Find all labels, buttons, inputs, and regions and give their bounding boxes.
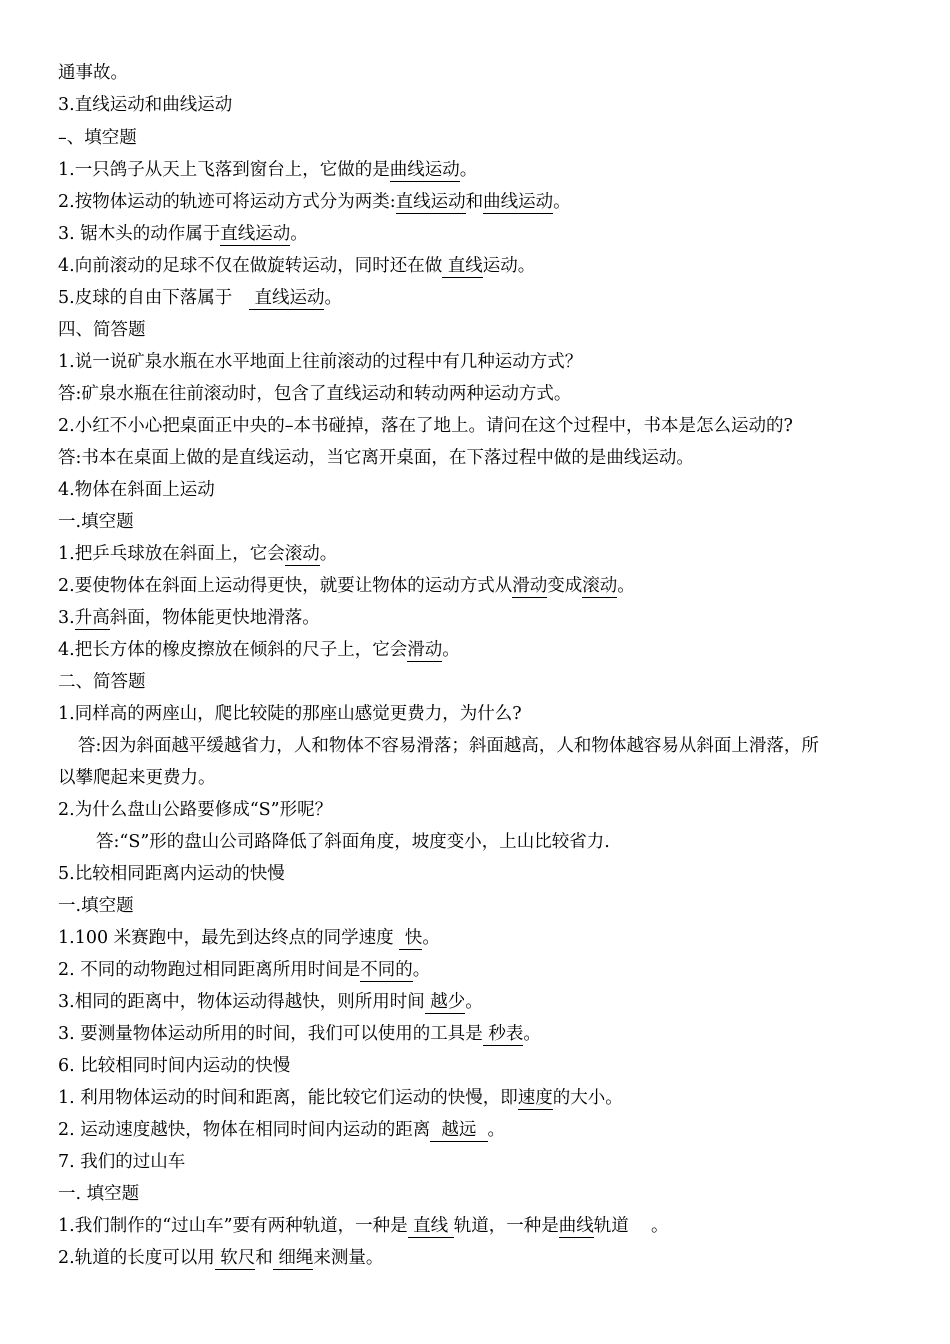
text-line [58,1119,910,1143]
text-segment: 。 [465,992,483,1012]
text-line [58,94,910,118]
text-segment: 1.我们制作的“过山车”要有两种轨道，一种是 [58,1216,408,1236]
text-line [58,927,910,951]
text-segment: 1.100 米赛跑中，最先到达终点的同学速度 [58,928,400,948]
text-segment: 7. 我们的过山车 [58,1152,186,1172]
underlined-answer: 滚动 [284,544,320,564]
text-segment: 来测量。 [313,1248,384,1268]
text-segment: 2.轨道的长度可以用 [58,1248,215,1268]
text-segment: 。 [319,544,338,564]
text-line [58,863,910,887]
text-segment: 的大小。 [552,1088,623,1108]
underlined-answer: 直线 [442,256,483,276]
text-line [58,543,910,567]
text-segment: 1.一只鸽子从天上飞落到窗台上，它做的是 [58,160,390,180]
text-segment: 1. 利用物体运动的时间和距离，能比较它们运动的快慢，即 [58,1088,518,1108]
text-segment: 2. 不同的动物跑过相同距离所用时间是 [58,960,361,980]
text-segment: 和 [255,1248,273,1268]
text-segment: 。 [553,192,571,212]
text-segment: 答:因为斜面越平缓越省力，人和物体不容易滑落；斜面越高，人和物体越容易从斜面上滑落，所 [78,736,819,756]
text-segment: 通事故。 [58,63,128,83]
text-line [58,287,910,311]
text-segment: 。 [523,1024,541,1044]
text-segment: 3.直线运动和曲线运动 [58,95,233,115]
underlined-answer: 快 [399,928,423,948]
text-line [58,991,910,1015]
text-line [58,1151,910,1175]
text-line [58,1183,910,1207]
text-line [58,639,910,663]
underlined-answer: 细绳 [272,1248,314,1268]
text-line [58,511,910,535]
text-segment: 2.为什么盘山公路要修成“S”形呢？ [58,800,333,820]
text-line [58,799,910,823]
underlined-answer: 曲线运动 [483,192,554,212]
underlined-answer: 直线运动 [395,192,466,212]
text-segment: 一.填空题 [58,512,134,532]
text-line [58,223,910,247]
text-segment: 5.比较相同距离内运动的快慢 [58,864,285,884]
text-segment: 。 [412,960,431,980]
text-line [58,319,910,343]
text-segment: 。 [459,160,478,180]
text-line [58,479,910,503]
text-line [58,447,910,471]
underlined-answer: 不同的 [360,960,413,980]
text-line [58,1023,910,1047]
text-segment: 2.要使物体在斜面上运动得更快，就要让物体的运动方式从 [58,576,513,596]
text-segment: 4.向前滚动的足球不仅在做旋转运动，同时还在做 [58,256,443,276]
underlined-answer: 越少 [424,992,466,1012]
text-line [58,62,910,86]
text-line [58,1087,910,1111]
text-line [58,159,910,183]
text-segment: 。 [442,640,460,660]
text-segment: 1.说一说矿泉水瓶在水平地面上往前滚动的过程中有几种运动方式？ [58,352,583,372]
text-segment: 变成 [547,576,583,596]
underlined-answer: 速度 [517,1088,553,1108]
text-line [58,1055,910,1079]
text-segment: 。 [617,576,635,596]
underlined-answer: 滑动 [512,576,548,596]
text-line [58,127,910,151]
underlined-answer: 曲线 [558,1216,594,1236]
text-segment: 1.把乒乓球放在斜面上，它会 [58,544,285,564]
text-line [58,575,910,599]
text-segment: 3.相同的距离中，物体运动得越快，则所用时间 [58,992,425,1012]
text-segment: 5.皮球的自由下落属于 [58,288,249,308]
text-segment: 3. 锯木头的动作属于 [58,224,221,244]
text-segment: 以攀爬起来更费力。 [58,768,216,788]
text-line [58,671,910,695]
underlined-answer: 直线运动 [220,224,291,244]
text-segment: 2. 运动速度越快，物体在相同时间内运动的距离 [58,1120,431,1140]
text-line [58,767,910,791]
text-segment: 和 [465,192,484,212]
text-segment: 4.把长方体的橡皮擦放在倾斜的尺子上，它会 [58,640,408,660]
text-segment: 轨道 。 [593,1216,669,1236]
text-line [58,351,910,375]
text-segment: 一.填空题 [58,896,134,916]
text-line [58,607,910,631]
underlined-answer: 越远 [430,1120,488,1140]
underlined-answer: 升高 [74,608,110,628]
text-segment: 一. 填空题 [58,1184,140,1204]
text-segment: 1.同样高的两座山，爬比较陡的那座山感觉更费力，为什么? [58,704,522,724]
text-segment: 二、简答题 [58,672,146,692]
underlined-answer: 直线运动 [248,288,325,308]
text-line [58,415,910,439]
underlined-answer: 直线 [407,1216,454,1236]
text-segment: 。 [290,224,308,244]
text-segment: 4.物体在斜面上运动 [58,480,215,500]
text-line [58,703,910,727]
text-segment: 。 [324,288,342,308]
text-line [58,383,910,407]
underlined-answer: 秒表 [482,1024,524,1044]
text-line [58,959,910,983]
text-segment: 6. 比较相同时间内运动的快慢 [58,1056,291,1076]
text-segment: 运动。 [482,256,536,276]
text-line [58,1215,910,1239]
text-line [58,831,910,855]
text-segment: 答:“S”形的盘山公司路降低了斜面角度，坡度变小，上山比较省力. [96,832,610,852]
text-segment: –、填空题 [58,128,137,148]
underlined-answer: 滑动 [407,640,443,660]
underlined-answer: 软尺 [214,1248,256,1268]
underlined-answer: 曲线运动 [389,160,460,180]
text-segment: 。 [487,1120,506,1140]
text-line [58,191,910,215]
text-segment: 答:书本在桌面上做的是直线运动，当它离开桌面，在下落过程中做的是曲线运动。 [58,448,694,468]
text-line [58,735,910,759]
text-segment: 2.按物体运动的轨迹可将运动方式分为两类: [58,192,396,212]
text-segment: 3. [58,608,75,628]
text-segment: 斜面，物体能更快地滑落。 [109,608,320,628]
text-segment: 3. 要测量物体运动所用的时间，我们可以使用的工具是 [58,1024,483,1044]
text-segment: 答:矿泉水瓶在往前滚动时，包含了直线运动和转动两种运动方式。 [58,384,572,404]
text-line [58,1247,910,1271]
text-segment: 。 [422,928,440,948]
text-line [58,895,910,919]
text-line [58,255,910,279]
text-segment: 轨道，一种是 [453,1216,559,1236]
text-segment: 四、简答题 [58,320,146,340]
underlined-answer: 滚动 [582,576,618,596]
text-segment: 2.小红不小心把桌面正中央的–本书碰掉，落在了地上。请问在这个过程中，书本是怎么运动的? [58,416,793,436]
